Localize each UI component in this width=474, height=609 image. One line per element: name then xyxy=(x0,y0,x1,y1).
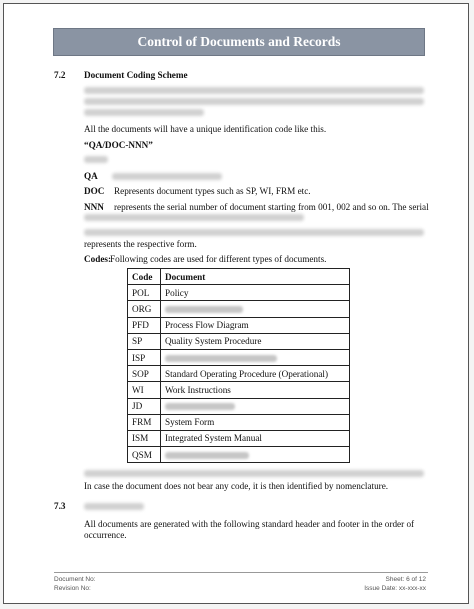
codes-description: Following codes are used for different types of documents. xyxy=(110,254,327,264)
nnn-term: NNN xyxy=(84,202,104,212)
table-row xyxy=(128,366,350,382)
code-cell: FRM xyxy=(128,414,161,430)
code-cell: QSM xyxy=(128,447,161,463)
document-cell xyxy=(161,301,350,317)
column-header-code: Code xyxy=(128,269,161,285)
redacted-text xyxy=(84,229,424,236)
section-number: 7.2 xyxy=(54,70,66,80)
table-header-row xyxy=(128,269,350,285)
document-cell xyxy=(161,349,350,365)
code-cell: ORG xyxy=(128,301,161,317)
table-row xyxy=(128,333,350,349)
redacted-text xyxy=(84,87,424,94)
codes-table xyxy=(127,268,350,463)
document-cell: Process Flow Diagram xyxy=(161,317,350,333)
code-cell: POL xyxy=(128,285,161,301)
code-cell: SP xyxy=(128,333,161,349)
document-page xyxy=(3,3,469,604)
nomenclature-line: In case the document does not bear any code, it is then identified by nomenclature. xyxy=(84,481,389,491)
table-row xyxy=(128,414,350,430)
redacted-text xyxy=(84,109,204,116)
doc-description: Represents document types such as SP, WI, FRM etc. xyxy=(114,186,311,196)
document-cell: Quality System Procedure xyxy=(161,333,350,349)
section-body-line: All documents are generated with the following standard header and footer in the order of xyxy=(84,519,415,529)
codes-label: Codes: xyxy=(84,254,112,264)
page-title-banner: Control of Documents and Records xyxy=(53,28,425,56)
section-number: 7.3 xyxy=(54,501,66,511)
table-row xyxy=(128,349,350,365)
document-cell: System Form xyxy=(161,414,350,430)
doc-term: DOC xyxy=(84,186,105,196)
code-cell: ISP xyxy=(128,349,161,365)
document-cell: Policy xyxy=(161,285,350,301)
table-row xyxy=(128,317,350,333)
section-body-line: occurrence. xyxy=(84,530,127,540)
code-cell: SOP xyxy=(128,366,161,382)
redacted-text xyxy=(84,214,304,221)
redacted-text xyxy=(84,98,424,105)
redacted-text xyxy=(165,452,249,459)
table-row xyxy=(128,447,350,463)
revision-number-label: Revision No: xyxy=(54,585,91,592)
section-heading: Document Coding Scheme xyxy=(84,70,188,80)
table-row xyxy=(128,430,350,446)
sheet-number: Sheet: 6 of 12 xyxy=(385,576,426,583)
document-cell: Standard Operating Procedure (Operational) xyxy=(161,366,350,382)
qa-term: QA xyxy=(84,171,98,181)
code-cell: JD xyxy=(128,398,161,414)
issue-date: Issue Date: xx-xxx-xx xyxy=(364,585,426,592)
redacted-text xyxy=(84,470,424,477)
footer-divider xyxy=(54,572,428,573)
document-cell xyxy=(161,398,350,414)
table-row xyxy=(128,285,350,301)
redacted-text xyxy=(165,403,235,410)
nnn-description: represents the serial number of document starting from 001, 002 and so on. The serial xyxy=(114,202,429,212)
code-cell: PFD xyxy=(128,317,161,333)
table-row xyxy=(128,301,350,317)
code-cell: ISM xyxy=(128,430,161,446)
redacted-text xyxy=(112,173,222,180)
redacted-text xyxy=(165,355,277,362)
redacted-text xyxy=(84,156,108,163)
document-cell: Integrated System Manual xyxy=(161,430,350,446)
document-cell: Work Instructions xyxy=(161,382,350,398)
code-format: “QA/DOC-NNN” xyxy=(84,140,153,150)
intro-line: All the documents will have a unique identification code like this. xyxy=(84,124,327,134)
code-cell: WI xyxy=(128,382,161,398)
table-row xyxy=(128,382,350,398)
table-row xyxy=(128,398,350,414)
document-number-label: Document No: xyxy=(54,576,96,583)
column-header-document: Document xyxy=(161,269,350,285)
redacted-text xyxy=(84,503,144,510)
document-cell xyxy=(161,447,350,463)
form-description: represents the respective form. xyxy=(84,239,197,249)
redacted-text xyxy=(165,306,243,313)
